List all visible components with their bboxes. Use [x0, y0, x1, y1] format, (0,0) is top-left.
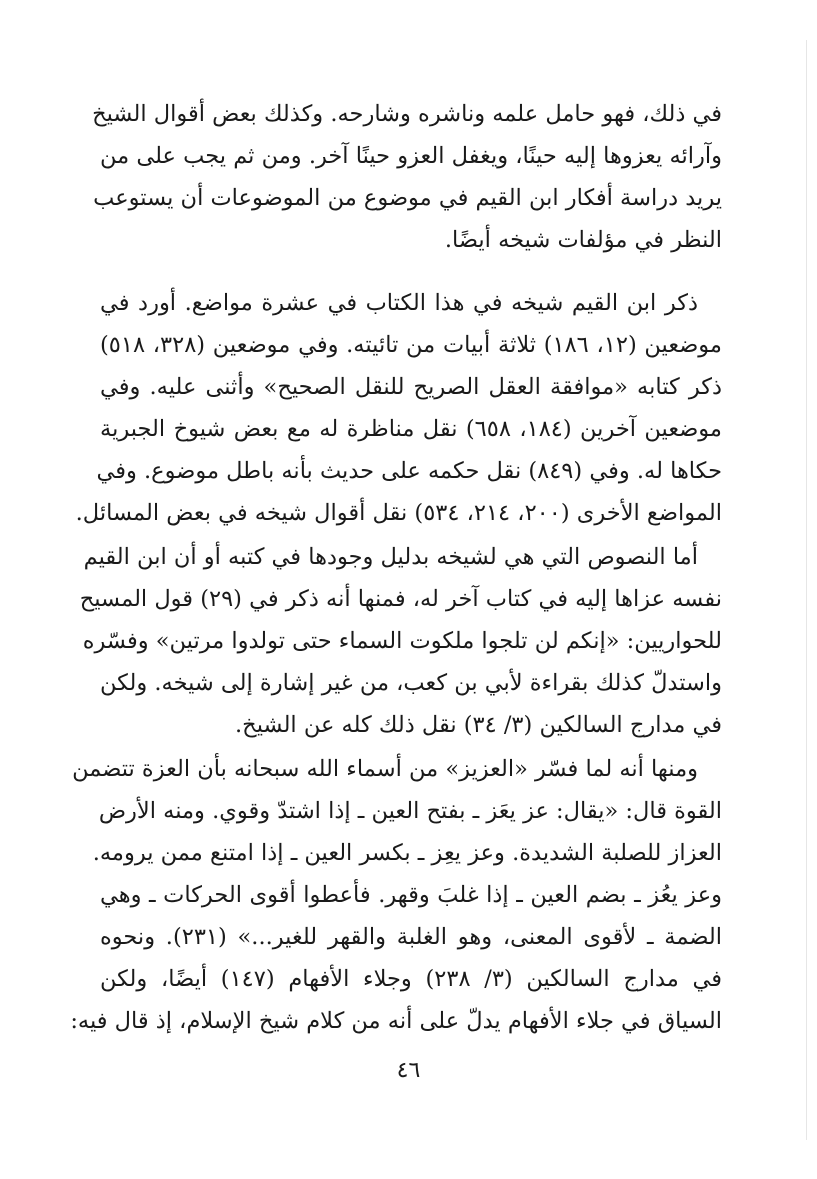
text-line: وآرائه يعزوها إليه حينًا، ويغفل العزو حينًا آخر. ومن ثم يجب على من — [100, 143, 722, 169]
text-line: ذكر كتابه «موافقة العقل الصريح للنقل الصحيح» وأثنى عليه. وفي — [100, 374, 722, 400]
text-line: النظر في مؤلفات شيخه أيضًا. — [444, 227, 722, 253]
text-line: ذكر ابن القيم شيخه في هذا الكتاب في عشرة مواضع. أورد في — [100, 290, 698, 316]
page-number: ٤٦ — [396, 1058, 421, 1083]
paragraph-3 — [79, 536, 722, 746]
text-line: المواضع الأخرى (٢٠٠، ٢١٤، ٥٣٤) نقل أقوال شيخه في بعض المسائل. — [75, 500, 722, 526]
text-line: موضعين آخرين (١٨٤، ٦٥٨) نقل مناظرة له مع بعض شيوخ الجبرية — [100, 416, 722, 442]
paragraph-2 — [75, 282, 722, 534]
text-line: حكاها له. وفي (٨٤٩) نقل حكمه على حديث بأنه باطل موضوع. وفي — [96, 458, 722, 484]
text-line: يريد دراسة أفكار ابن القيم في موضوع من الموضوعات أن يستوعب — [93, 185, 722, 211]
text-line: ومنها أنه لما فسّر «العزيز» من أسماء الله سبحانه بأن العزة تتضمن — [72, 756, 698, 782]
text-line: أما النصوص التي هي لشيخه بدليل وجودها في كتبه أو أن ابن القيم — [83, 544, 698, 570]
text-line: نفسه عزاها إليه في كتاب آخر له، فمنها أنه ذكر في (٢٩) قول المسيح — [79, 586, 722, 612]
text-line: في ذلك، فهو حامل علمه وناشره وشارحه. وكذلك بعض أقوال الشيخ — [92, 101, 722, 127]
paragraph-1 — [92, 93, 722, 261]
text-line: واستدلّ كذلك بقراءة لأبي بن كعب، من غير إشارة إلى شيخه. ولكن — [99, 670, 722, 696]
text-line: موضعين (١٢، ١٨٦) ثلاثة أبيات من تائيته. وفي موضعين (٣٢٨، ٥١٨) — [100, 332, 722, 358]
text-line: السياق في جلاء الأفهام يدلّ على أنه من كلام شيخ الإسلام، إذ قال فيه: — [70, 1008, 722, 1034]
text-line: للحواريين: «إنكم لن تلجوا ملكوت السماء حتى تولدوا مرتين» وفسّره — [82, 628, 722, 654]
page-edge-line — [806, 40, 807, 1140]
text-line: القوة قال: «يقال: عز يعَز ـ بفتح العين ـ إذا اشتدّ وقوي. ومنه الأرض — [98, 798, 722, 824]
text-line: في مدارج السالكين (٣/ ٣٤) نقل ذلك كله عن الشيخ. — [235, 712, 722, 738]
text-line: وعز يعُز ـ بضم العين ـ إذا غلبَ وقهر. فأعطوا أقوى الحركات ـ وهي — [100, 882, 722, 908]
text-line: العزاز للصلبة الشديدة. وعز يعِز ـ بكسر العين ـ إذا امتنع ممن يرومه. — [92, 840, 722, 866]
paragraph-4 — [70, 748, 723, 1042]
text-line: في مدارج السالكين (٣/ ٢٣٨) وجلاء الأفهام (١٤٧) أيضًا، ولكن — [100, 966, 723, 992]
text-line: الضمة ـ لأقوى المعنى، وهو الغلبة والقهر للغير...» (٢٣١). ونحوه — [100, 924, 722, 950]
